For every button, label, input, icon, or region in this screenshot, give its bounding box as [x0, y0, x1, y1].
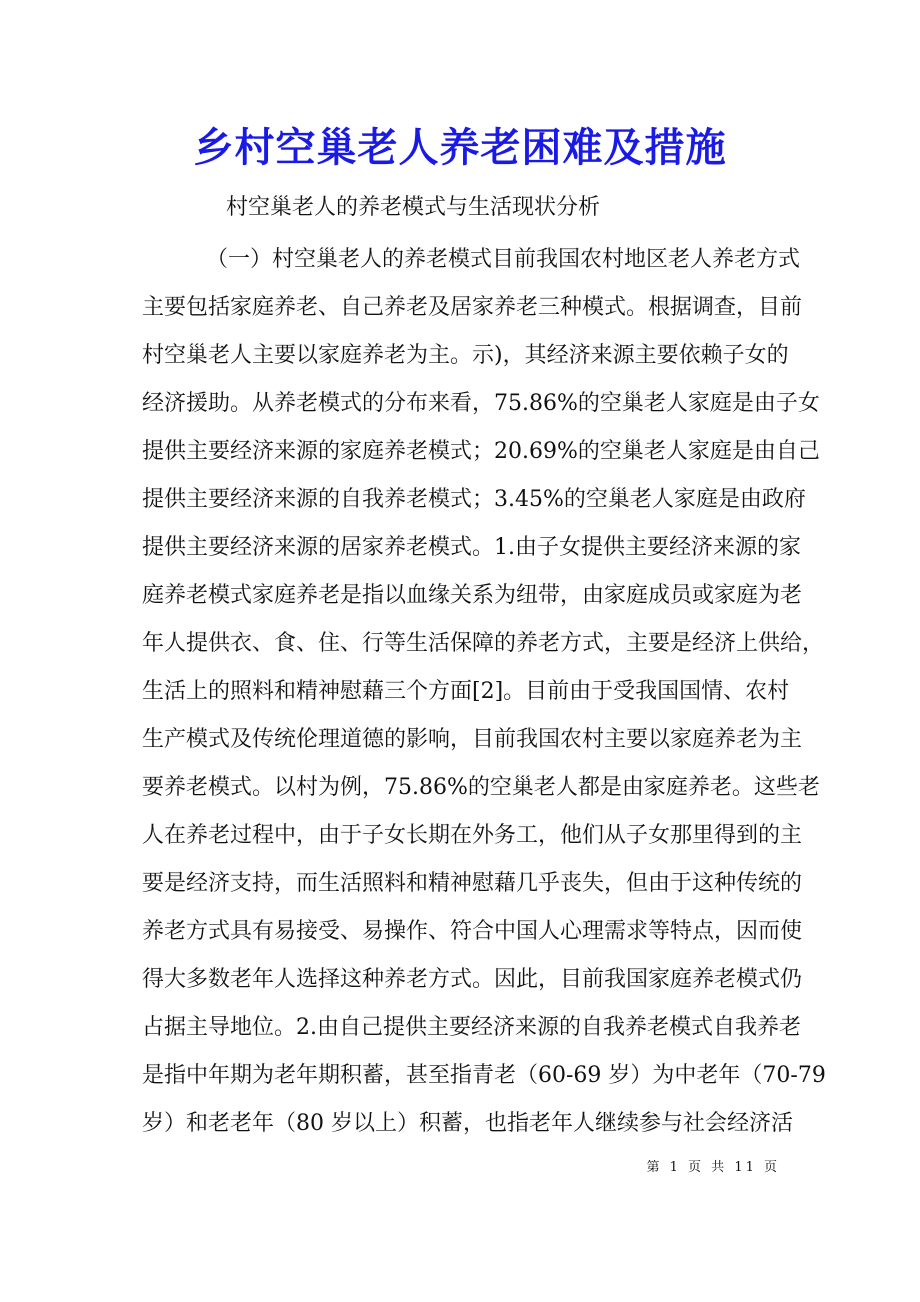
paragraph-line: 是指中年期为老年期积蓄，甚至指青老（60-69 岁）为中老年（70-79	[142, 1063, 826, 1088]
paragraph-line: 岁）和老老年（80 岁以上）积蓄，也指老年人继续参与社会经济活	[142, 1111, 793, 1136]
paragraph-line: （一）村空巢老人的养老模式目前我国农村地区老人养老方式	[206, 247, 801, 272]
paragraph-line: 生活上的照料和精神慰藉三个方面[2]。目前由于受我国国情、农村	[142, 679, 790, 704]
paragraph-line: 提供主要经济来源的居家养老模式。1.由子女提供主要经济来源的家	[142, 535, 801, 560]
page-number-footer: 第 1 页 共 11 页	[646, 1160, 780, 1175]
paragraph-line: 得大多数老年人选择这种养老方式。因此，目前我国家庭养老模式仍	[142, 967, 803, 992]
paragraph-line: 要是经济支持，而生活照料和精神慰藉几乎丧失，但由于这种传统的	[142, 871, 803, 896]
paragraph-line: 庭养老模式家庭养老是指以血缘关系为纽带，由家庭成员或家庭为老	[142, 583, 803, 608]
paragraph-line: 年人提供衣、食、住、行等生活保障的养老方式，主要是经济上供给，	[142, 631, 825, 656]
document-title: 乡村空巢老人养老困难及措施	[193, 124, 727, 171]
paragraph-line: 生产模式及传统伦理道德的影响，目前我国农村主要以家庭养老为主	[142, 727, 803, 752]
paragraph-line: 村空巢老人主要以家庭养老为主。示)，其经济来源主要依赖子女的	[142, 343, 789, 368]
paragraph-line: 占据主导地位。2.由自己提供主要经济来源的自我养老模式自我养老	[142, 1015, 801, 1040]
body-paragraph	[142, 236, 826, 1148]
document-subtitle: 村空巢老人的养老模式与生活现状分析	[226, 195, 601, 220]
paragraph-line: 要养老模式。以村为例，75.86%的空巢老人都是由家庭养老。这些老	[142, 775, 820, 800]
paragraph-line: 主要包括家庭养老、自己养老及居家养老三种模式。根据调查，目前	[142, 295, 803, 320]
paragraph-line: 人在养老过程中，由于子女长期在外务工，他们从子女那里得到的主	[142, 823, 803, 848]
paragraph-line: 养老方式具有易接受、易操作、符合中国人心理需求等特点，因而使	[142, 919, 803, 944]
paragraph-line: 提供主要经济来源的家庭养老模式；20.69%的空巢老人家庭是由自己	[142, 439, 820, 464]
paragraph-line: 提供主要经济来源的自我养老模式；3.45%的空巢老人家庭是由政府	[142, 487, 806, 512]
paragraph-line: 经济援助。从养老模式的分布来看，75.86%的空巢老人家庭是由子女	[142, 391, 820, 416]
